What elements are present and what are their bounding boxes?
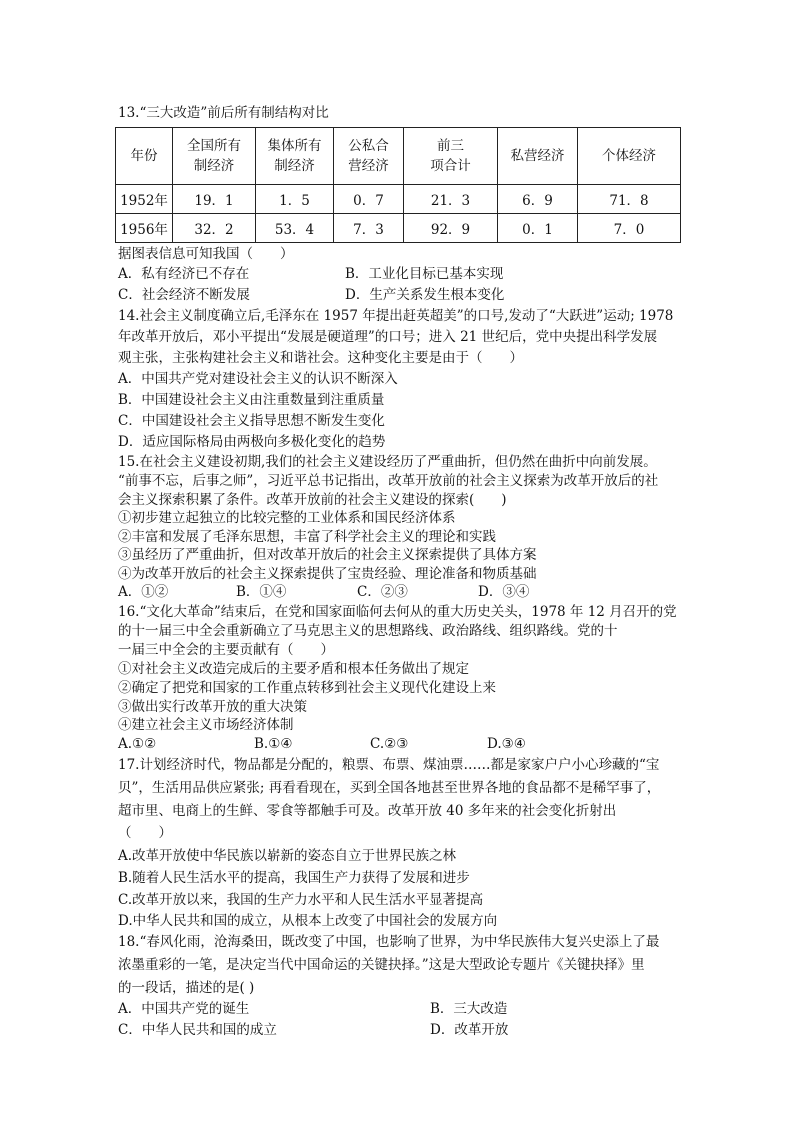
table-header-row bbox=[116, 128, 681, 185]
q18-stem-line: 浓墨重彩的一笔，是决定当代中国命运的关键抉择。”这是大型政论专题片《关键抉择》里 bbox=[118, 957, 645, 973]
q14-stem-line: 年改革开放后，邓小平提出“发展是硬道理”的口号；进入 21 世纪后，党中央提出科学发展 bbox=[118, 329, 658, 345]
q13-stem: 据图表信息可知我国（ ） bbox=[118, 246, 294, 262]
table-cell: 1．5 bbox=[256, 185, 334, 214]
table-cell: 7．3 bbox=[334, 214, 404, 243]
q15-option-b: B．①④ bbox=[236, 584, 287, 600]
table-cell: 53．4 bbox=[256, 214, 334, 243]
q15-stem-line: 会主义探索积累了条件。改革开放前的社会主义建设的探索( ) bbox=[118, 492, 507, 508]
q17-stem-line: （ ） bbox=[118, 825, 172, 841]
q18-option-d: D．改革开放 bbox=[430, 1022, 509, 1038]
table-cell: 21．3 bbox=[404, 185, 498, 214]
q16-item: ①对社会主义改造完成后的主要矛盾和根本任务做出了规定 bbox=[118, 661, 469, 677]
q15-option-a: A．①② bbox=[118, 584, 169, 600]
q14-stem-line: 观主张，主张构建社会主义和谐社会。这种变化主要是由于（ ） bbox=[118, 350, 523, 366]
q17-option-c: C.改革开放以来，我国的生产力水平和人民生活水平显著提高 bbox=[118, 892, 484, 908]
q15-option-d: D．③④ bbox=[478, 584, 530, 600]
q16-option-b: B.①④ bbox=[254, 736, 293, 752]
q14-option-b: B．中国建设社会主义由注重数量到注重质量 bbox=[118, 392, 385, 408]
q14-stem-line: 14.社会主义制度确立后,毛泽东在 1957 年提出赶英超美”的口号,发动了“大跃进”运动; 1978 bbox=[118, 308, 674, 324]
q18-option-c: C．中华人民共和国的成立 bbox=[118, 1022, 277, 1038]
q15-option-c: C．②③ bbox=[357, 584, 408, 600]
table-header-cell: 公私合 营经济 bbox=[334, 128, 404, 185]
q16-option-d: D.③④ bbox=[487, 736, 526, 752]
q16-option-c: C.②③ bbox=[370, 736, 409, 752]
table-cell: 0．1 bbox=[498, 214, 578, 243]
q18-option-a: A．中国共产党的诞生 bbox=[118, 1001, 250, 1017]
q18-stem-line: 的一段话，描述的是( ) bbox=[118, 980, 255, 996]
q14-option-a: A．中国共产党对建设社会主义的认识不断深入 bbox=[118, 371, 398, 387]
q16-stem-line: 16.“文化大革命”结束后，在党和国家面临何去何从的重大历史关头，1978 年 12 月召开的党 bbox=[118, 604, 677, 620]
table-header-cell: 集体所有 制经济 bbox=[256, 128, 334, 185]
q17-option-a: A.改革开放使中华民族以崭新的姿态自立于世界民族之林 bbox=[118, 848, 457, 864]
q15-item: ④为改革开放后的社会主义探索提供了宝贵经验、理论准备和物质基础 bbox=[118, 566, 537, 582]
q15-item: ③虽经历了严重曲折，但对改革开放后的社会主义探索提供了具体方案 bbox=[118, 547, 537, 563]
q13-option-b: B．工业化目标已基本实现 bbox=[345, 266, 504, 282]
q18-option-b: B．三大改造 bbox=[430, 1001, 508, 1017]
q13-option-d: D．生产关系发生根本变化 bbox=[345, 287, 505, 303]
table-cell: 1956年 bbox=[116, 214, 173, 243]
q13-title: 13.“三大改造”前后所有制结构对比 bbox=[118, 105, 329, 121]
q15-item: ①初步建立起独立的比较完整的工业体系和国民经济体系 bbox=[118, 510, 456, 526]
table-header-cell: 年份 bbox=[116, 128, 173, 185]
table-cell: 19．1 bbox=[173, 185, 256, 214]
table-cell: 32．2 bbox=[173, 214, 256, 243]
table-cell: 0．7 bbox=[334, 185, 404, 214]
q16-item: ④建立社会主义市场经济体制 bbox=[118, 717, 294, 733]
table-cell: 1952年 bbox=[116, 185, 173, 214]
q17-option-b: B.随着人民生活水平的提高，我国生产力获得了发展和进步 bbox=[118, 870, 470, 886]
q13-option-a: A．私有经济已不存在 bbox=[118, 266, 250, 282]
q15-stem-line: 15.在社会主义建设初期,我们的社会主义建设经历了严重曲折，但仍然在曲折中向前发展。 bbox=[118, 454, 657, 470]
table-row bbox=[116, 214, 681, 243]
q16-stem-line: 一届三中全会的主要贡献有（ ） bbox=[118, 642, 334, 658]
table-cell: 6．9 bbox=[498, 185, 578, 214]
table-cell: 92．9 bbox=[404, 214, 498, 243]
table-header-cell: 个体经济 bbox=[578, 128, 681, 185]
q18-stem-line: 18.“春风化雨，沧海桑田，既改变了中国，也影响了世界，为中华民族伟大复兴史添上了最 bbox=[118, 934, 660, 950]
ownership-table bbox=[115, 127, 681, 243]
table-header-cell: 前三 项合计 bbox=[404, 128, 498, 185]
table-header-cell: 私营经济 bbox=[498, 128, 578, 185]
q17-stem-line: 贝”，生活用品供应紧张; 再看看现在，买到全国各地甚至世界各地的食品都不是稀罕事了， bbox=[118, 780, 661, 796]
table-header-cell: 全国所有 制经济 bbox=[173, 128, 256, 185]
q15-item: ②丰富和发展了毛泽东思想，丰富了科学社会主义的理论和实践 bbox=[118, 529, 496, 545]
q17-stem-line: 17.计划经济时代，物品都是分配的，粮票、布票、煤油票……都是家家户户小心珍藏的“宝 bbox=[118, 757, 660, 773]
q13-option-c: C．社会经济不断发展 bbox=[118, 287, 250, 303]
q16-item: ③做出实行改革开放的重大决策 bbox=[118, 699, 307, 715]
q14-option-c: C．中国建设社会主义指导思想不断发生变化 bbox=[118, 413, 385, 429]
q17-stem-line: 超市里、电商上的生鲜、零食等都触手可及。改革开放 40 多年来的社会变化折射出 bbox=[118, 803, 617, 819]
q16-option-a: A.①② bbox=[118, 736, 157, 752]
q16-stem-line: 的十一届三中全会重新确立了马克思主义的思想路线、政治路线、组织路线。党的十 bbox=[118, 623, 618, 639]
q14-option-d: D．适应国际格局由两极向多极化变化的趋势 bbox=[118, 434, 386, 450]
table-row bbox=[116, 185, 681, 214]
q17-option-d: D.中华人民共和国的成立，从根本上改变了中国社会的发展方向 bbox=[118, 913, 498, 929]
q15-stem-line: “前事不忘，后事之师”，习近平总书记指出，改革开放前的社会主义探索为改革开放后的社 bbox=[118, 473, 659, 489]
table-cell: 7．0 bbox=[578, 214, 681, 243]
table-cell: 71．8 bbox=[578, 185, 681, 214]
q16-item: ②确定了把党和国家的工作重点转移到社会主义现代化建设上来 bbox=[118, 680, 496, 696]
